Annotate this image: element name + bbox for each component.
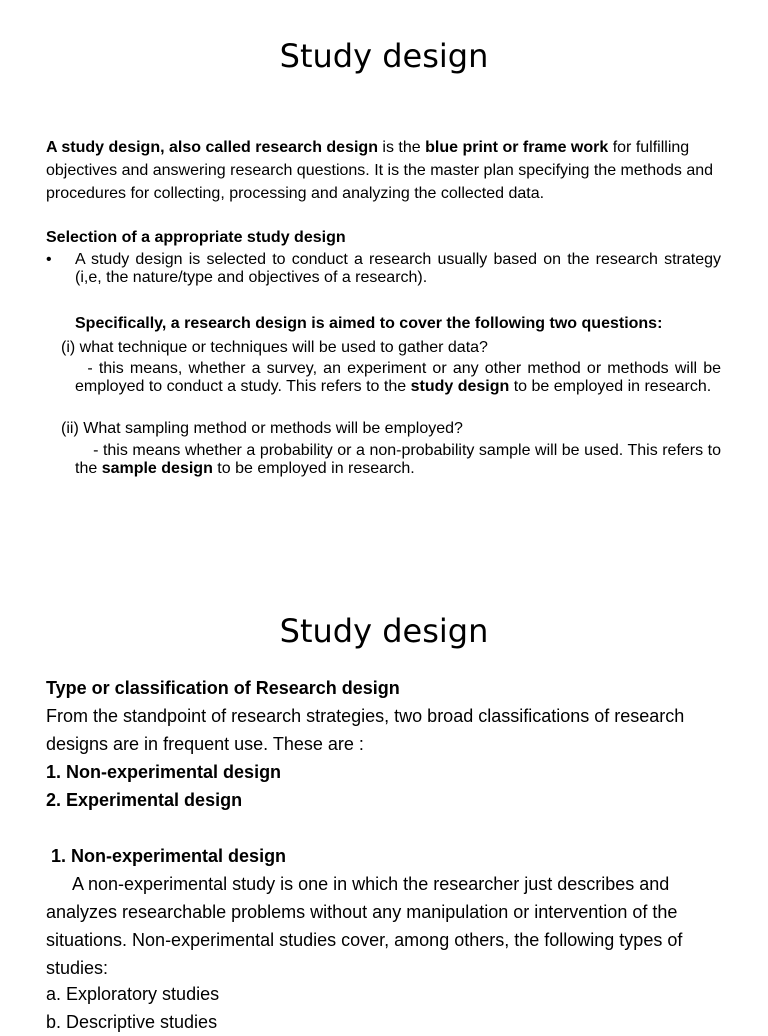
answer-1-text-2: to be employed in research. (509, 378, 712, 395)
intro-text-1: is the (377, 139, 426, 156)
type-heading: Type or classification of Research design (46, 678, 400, 698)
selection-heading: Selection of a appropriate study design (46, 229, 346, 246)
answer-2-text-1: - this means whether a probability or a non-probability sample will be used. This refers to the (75, 442, 726, 477)
question-2: (ii) What sampling method or methods will be employed? (61, 420, 463, 437)
nonexperimental-text: A non-experimental study is one in which the researcher just describes and analyzes researchable problems without any manipulation or intervention of the situations. Non-experimental studies cover, among others, the following types of studies: (46, 874, 683, 978)
bullet-text: A study design is selected to conduct a research usually based on the research strategy (i,e, the nature/type and objectives of a research). (75, 251, 721, 286)
classification-item-1: 1. Non-experimental design (46, 762, 282, 782)
selection-bullet (46, 251, 721, 287)
slide-2-title: Study design (279, 612, 489, 650)
intro-bold-blueprint: blue print or frame work (425, 139, 609, 156)
classification-item-2: 2. Experimental design (46, 790, 243, 810)
answer-2-text-2: to be employed in research. (212, 460, 415, 477)
answer-1-text-1: - this means, whether a survey, an experiment or any other method or methods will be employed to conduct a study. This refers to the (75, 360, 726, 395)
slide-2 (0, 576, 768, 1032)
intro-paragraph (46, 136, 721, 205)
intro-bold-term: A study design, also called research design (46, 139, 378, 156)
list-item-a: a. Exploratory studies (46, 984, 220, 1004)
list-item-b: b. Descriptive studies (46, 1012, 218, 1032)
intro-text-2: for fulfilling objectives and answering research questions. It is the master plan specifying the methods and procedures for collecting, processing and analyzing the collected data. (46, 139, 714, 202)
bullet-dot: • (46, 251, 52, 268)
slide-1-title: Study design (279, 37, 489, 75)
answer-2-bold: sample design (101, 460, 213, 477)
answer-1 (75, 360, 726, 396)
specifically-heading: Specifically, a research design is aimed to cover the following two questions: (75, 315, 663, 332)
nonexperimental-heading: 1. Non-experimental design (51, 846, 287, 866)
question-1: (i) what technique or techniques will be used to gather data? (61, 339, 488, 356)
nonexperimental-paragraph (46, 870, 726, 982)
answer-2 (75, 442, 726, 478)
standpoint-paragraph: From the standpoint of research strategies, two broad classifications of research designs are in frequent use. These are : (46, 706, 685, 754)
answer-1-bold: study design (410, 378, 510, 395)
